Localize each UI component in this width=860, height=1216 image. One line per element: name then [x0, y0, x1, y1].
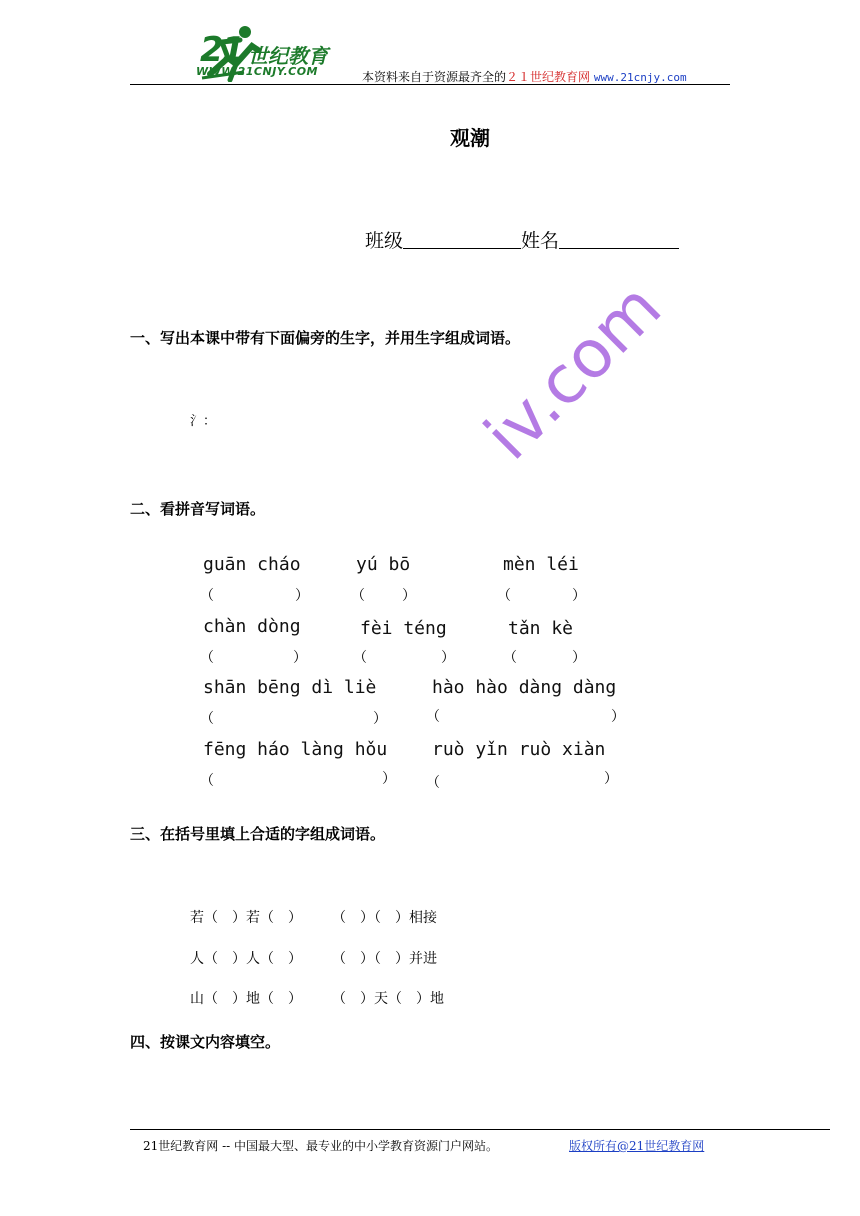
answer-close: ） — [295, 588, 309, 604]
header-source — [362, 68, 687, 85]
class-label: 班级 — [365, 230, 404, 252]
fill-item[interactable]: 若（ ）若（ ） — [190, 910, 302, 926]
pinyin-3: mèn léi — [503, 554, 579, 575]
answer-open[interactable]: （ — [426, 775, 440, 791]
answer-open[interactable]: （ — [200, 650, 214, 666]
answer-close: ） — [572, 650, 586, 666]
answer-open[interactable]: （ — [503, 650, 517, 666]
answer-open[interactable]: （ — [200, 711, 214, 727]
answer-close: ） — [441, 650, 455, 666]
answer-close: ） — [611, 709, 625, 725]
section-3-heading: 三、在括号里填上合适的字组成词语。 — [130, 825, 386, 843]
answer-close: ） — [293, 650, 307, 666]
section-2-heading: 二、看拼音写词语。 — [130, 500, 266, 518]
answer-close: ） — [373, 711, 387, 727]
source-url[interactable]: www.21cnjy.com — [593, 71, 687, 84]
class-blank[interactable] — [403, 229, 521, 249]
logo-number: 21 — [200, 30, 244, 70]
pinyin-8: hào hào dàng dàng — [432, 677, 617, 698]
fill-item[interactable]: 人（ ）人（ ） — [190, 951, 302, 967]
header-divider — [130, 84, 730, 85]
source-prefix: 本资料来自于资源最齐全的 — [362, 70, 507, 84]
answer-open[interactable]: （ — [353, 650, 367, 666]
pinyin-10: ruò yǐn ruò xiàn — [432, 739, 606, 760]
fill-item[interactable]: 山（ ）地（ ） — [190, 991, 302, 1007]
pinyin-1: guān cháo — [203, 554, 301, 575]
answer-open[interactable]: （ — [497, 588, 511, 604]
page-title: 观潮 — [450, 126, 490, 150]
logo-text: 世纪教育 — [248, 44, 328, 68]
pinyin-4: chàn dòng — [203, 616, 301, 637]
answer-close: ） — [604, 771, 618, 787]
name-label: 姓名 — [521, 230, 560, 252]
answer-open[interactable]: （ — [200, 588, 214, 604]
answer-open[interactable]: （ — [351, 588, 365, 604]
fill-item[interactable]: （ ）（ ）并进 — [332, 951, 437, 967]
radical-label: 氵： — [190, 414, 217, 429]
pinyin-2: yú bō — [356, 554, 411, 575]
watermark: iv.com — [470, 268, 676, 475]
source-site: ２１世纪教育网 — [506, 70, 591, 84]
answer-close: ） — [572, 588, 586, 604]
name-blank[interactable] — [559, 229, 679, 249]
logo-url: WWW.21CNJY.COM — [196, 65, 318, 78]
answer-close: ） — [402, 588, 416, 604]
fill-item[interactable]: （ ）（ ）相接 — [332, 910, 437, 926]
pinyin-7: shān bēng dì liè — [203, 677, 377, 698]
pinyin-9: fēng háo làng hǒu — [203, 739, 388, 760]
student-info — [365, 226, 679, 253]
copyright-link[interactable]: 版权所有@21世纪教育网 — [569, 1139, 705, 1153]
pinyin-5: fèi téng — [360, 618, 447, 639]
section-1-heading: 一、写出本课中带有下面偏旁的生字，并用生字组成词语。 — [130, 329, 521, 347]
fill-item[interactable]: （ ）天（ ）地 — [332, 991, 444, 1007]
footer-divider — [130, 1129, 830, 1130]
pinyin-6: tǎn kè — [508, 618, 574, 639]
answer-close: ） — [382, 771, 396, 787]
answer-open[interactable]: （ — [426, 709, 440, 725]
section-4-heading: 四、按课文内容填空。 — [130, 1033, 281, 1051]
footer-text: 21世纪教育网 -- 中国最大型、最专业的中小学教育资源门户网站。 — [143, 1139, 499, 1153]
answer-open[interactable]: （ — [200, 773, 214, 789]
